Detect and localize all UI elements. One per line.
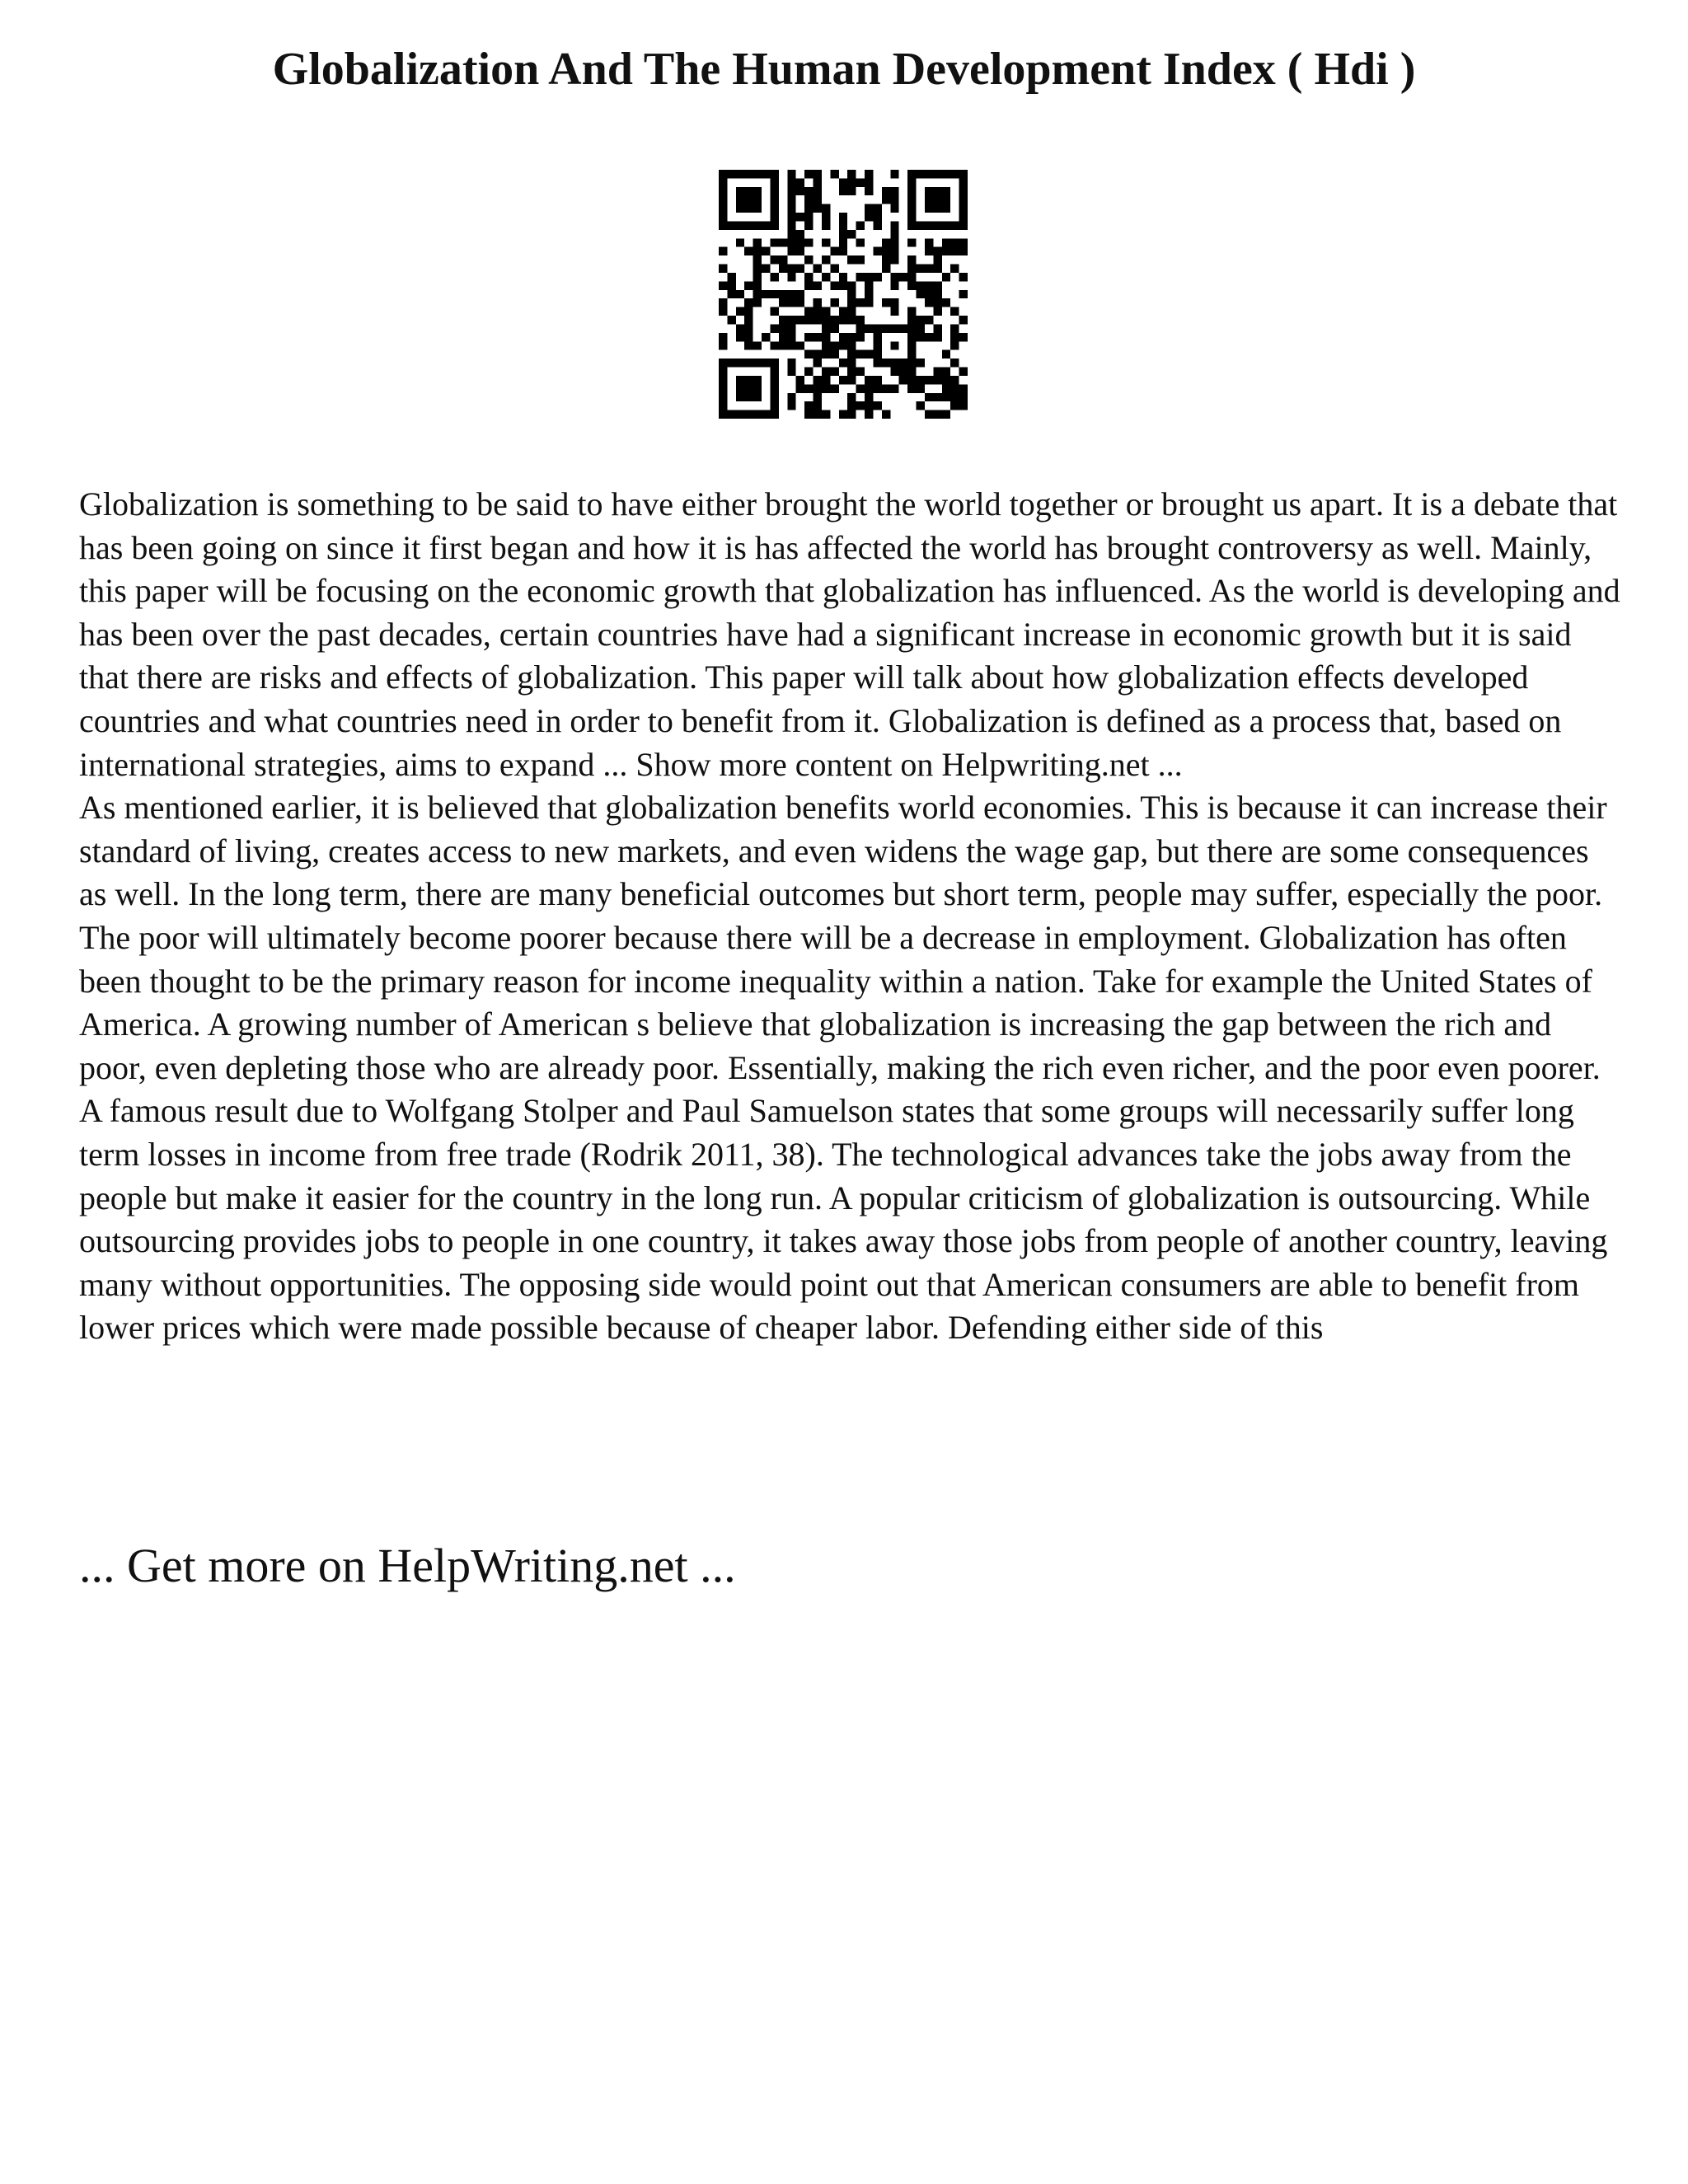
get-more-link[interactable]: ... Get more on HelpWriting.net ...: [79, 1539, 736, 1592]
page-title: Globalization And The Human Development Index ( Hdi ): [272, 44, 1416, 95]
qr-code-icon: [719, 170, 968, 419]
paragraph-1: Globalization is something to be said to have either brought the world together or brought us apart. It is a debate that has been going on since it first began and how it is has affected the world has brought controversy as well. Mainly, this paper will be focusing on the economic growth that globalization has influenced. As the world is developing and has been over the past decades, certain countries have had a significant increase in economic growth but it is said that there are risks and effects of globalization. This paper will talk about how globalization effects developed countries and what countries need in order to benefit from it. Globalization is defined as a process that, based on international strategies, aims to expand ... Show more content on Helpwriting.net ...: [79, 485, 1620, 783]
paragraph-2: As mentioned earlier, it is believed that globalization benefits world economies. This is because it can increase their standard of living, creates access to new markets, and even widens the wage gap, but there are some consequences as well. In the long term, there are many beneficial outcomes but short term, people may suffer, especially the poor. The poor will ultimately become poorer because there will be a decrease in employment. Globalization has often been thought to be the primary reason for income inequality within a nation. Take for example the United States of America. A growing number of American s believe that globalization is increasing the gap between the rich and poor, even depleting those who are already poor. Essentially, making the rich even richer, and the poor even poorer. A famous result due to Wolfgang Stolper and Paul Samuelson states that some groups will necessarily suffer long term losses in income from free trade (Rodrik 2011, 38). The technological advances take the jobs away from the people but make it easier for the country in the long run. A popular criticism of globalization is outsourcing. While outsourcing provides jobs to people in one country, it takes away those jobs from people of another country, leaving many without opportunities. The opposing side would point out that American consumers are able to benefit from lower prices which were made possible because of cheaper labor. Defending either side of this: [79, 789, 1608, 1347]
body-text: [79, 483, 1620, 1350]
